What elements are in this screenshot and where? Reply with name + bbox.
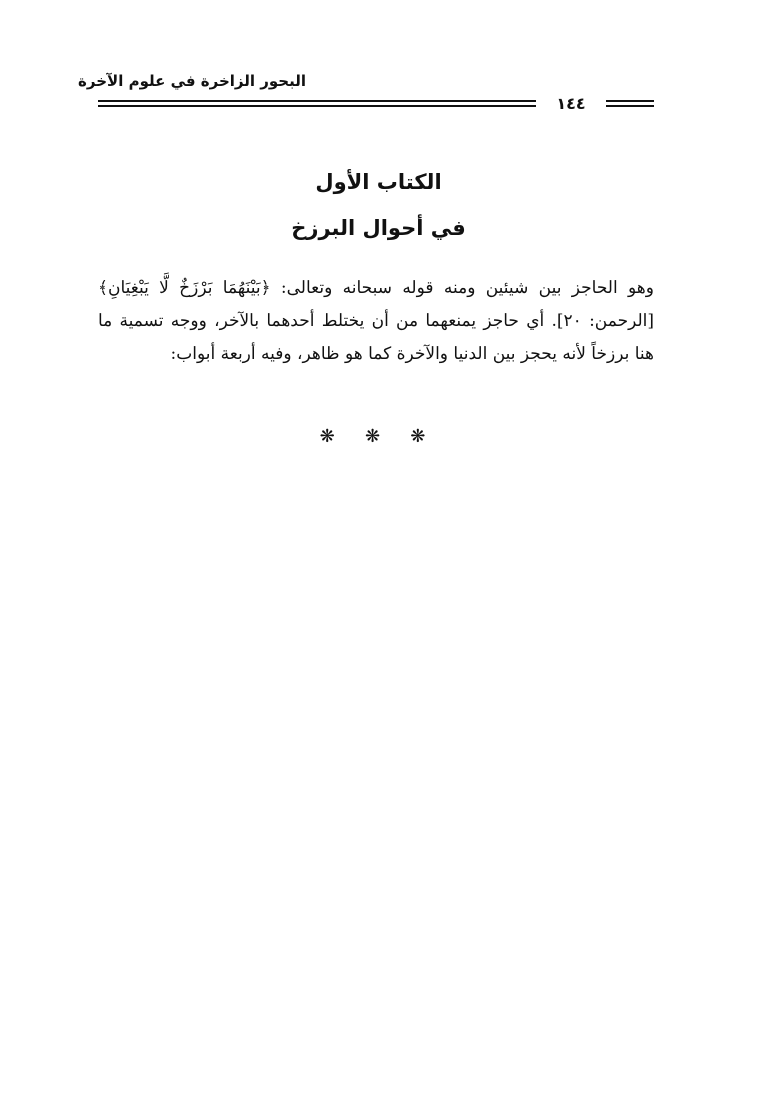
section-separator: ❋ ❋ ❋ [319,426,438,447]
body-paragraph [98,272,654,371]
header-rule-short [606,100,654,107]
header-rule [98,100,536,107]
quran-verse: ﴿بَيْنَهُمَا بَرْزَخٌ لَّا يَبْغِيَانِ﴾ [98,278,271,298]
running-title: البحور الزاخرة في علوم الآخرة [78,72,306,90]
body-text-rest: [الرحمن: ٢٠]. أي حاجز يمنعهما من أن يختلط أحدهما بالآخر، ووجه تسمية ما هنا برزخاً لأنه يحجز بين الدنيا والآخرة كما هو ظاهر، وفيه أربعة أبواب: [98,311,654,364]
body-text-intro: وهو الحاجز بين شيئين ومنه قوله سبحانه وتعالى: [270,278,654,298]
page-number: ١٤٤ [556,94,586,113]
chapter-title: الكتاب الأول [315,170,442,194]
chapter-subtitle: في أحوال البرزخ [291,216,466,240]
